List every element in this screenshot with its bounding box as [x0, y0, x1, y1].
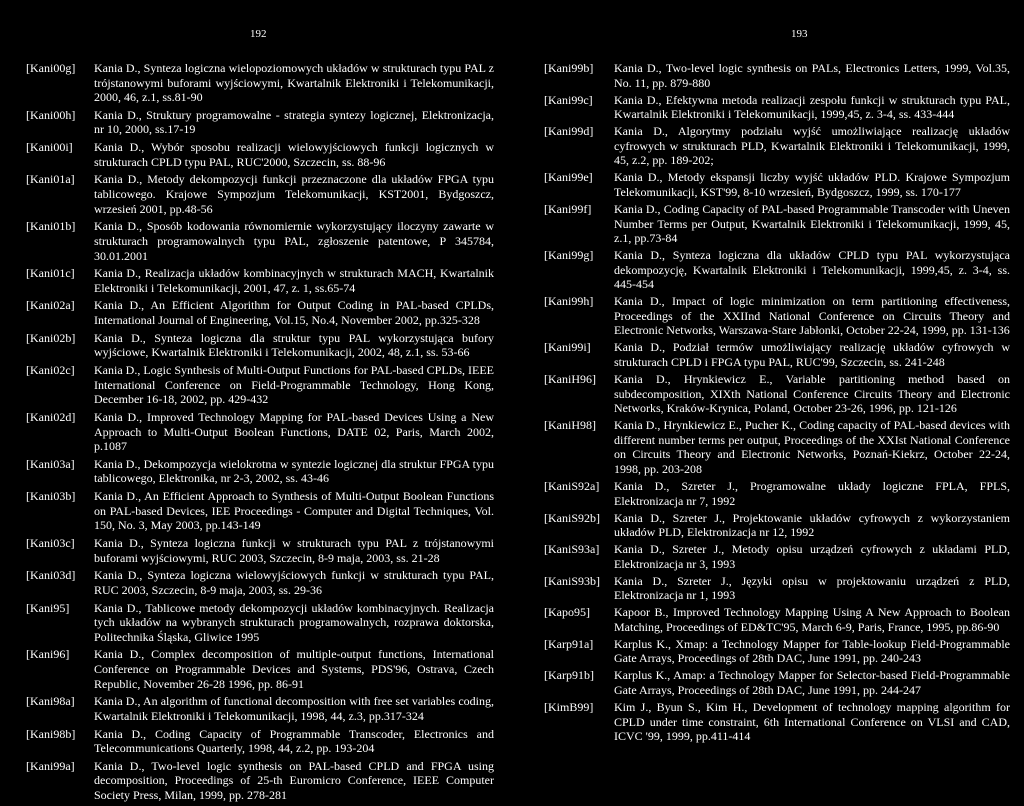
- right-page: [512, 0, 1024, 776]
- reference-key: [Kani03c]: [26, 535, 75, 550]
- reference-text: Kania D., Dekompozycja wielokrotna w syntezie logicznej dla struktur FPGA typu tablicowego, Elektronika, nr 2-3, 2002, ss. 43-46: [94, 456, 494, 486]
- reference-entry: [544, 170, 1010, 199]
- reference-key: [Kani02b]: [26, 330, 76, 345]
- reference-key: [KaniH98]: [544, 418, 596, 433]
- reference-entry: [26, 759, 494, 803]
- reference-text: Kania D., Metody dekompozycji funkcji przeznaczone dla układów FPGA typu tablicowego. Krajowe Sympozjum Telekomunikacji, KST2001, Bydgoszcz, wrzesień 2001, pp.48-56: [94, 172, 494, 216]
- reference-key: [Kani99d]: [544, 124, 594, 139]
- reference-entry: [26, 298, 494, 327]
- reference-text: Kania D., Impact of logic minimization on term partitioning effectiveness, Proceedings of the XXIInd National Conference on Circuits Theory and Electronic Networks, Warszawa-Stare Jabłonki, October 22-24, 1999, pp. 131-136: [614, 294, 1010, 338]
- reference-text: Kania D., Coding Capacity of PAL-based Programmable Transcoder with Uneven Number Terms per Output, Kwartalnik Elektroniki i Telekomunikacji, 1999, 45, z.1, pp.73-84: [614, 201, 1010, 246]
- reference-key: [Kani99i]: [544, 340, 591, 355]
- reference-entry: [544, 93, 1010, 122]
- reference-text: Kania D., An algorithm of functional decomposition with free set variables coding, Kwartalnik Elektroniki i Telekomunikacji, 1998, 44, z.3, pp.317-324: [94, 694, 494, 723]
- reference-entry: [26, 61, 494, 105]
- reference-key: [Kani02c]: [26, 363, 75, 378]
- reference-text: Kania D., Synteza logiczna wielowyjściowych funkcji w strukturach typu PAL, RUC 2003, Szczecin, 8-9 maja, 2003, ss. 29-36: [94, 568, 494, 597]
- reference-key: [Kani01b]: [26, 219, 76, 234]
- reference-text: Kania D., Struktury programowalne - strategia syntezy logicznej, Elektronizacja, nr 10, 2000, ss.17-19: [94, 107, 494, 137]
- reference-entry: [26, 331, 494, 360]
- reference-text: Kania D., Logic Synthesis of Multi-Output Functions for PAL-based CPLDs, IEEE International Conference on Field-Programmable Technology, Hong Kong, December 16-18, 2002, pp. 429-432: [94, 363, 494, 407]
- reference-entry: [544, 542, 1010, 571]
- reference-key: [KaniS92a]: [544, 478, 600, 493]
- reference-text: Kania D., An Efficient Approach to Synthesis of Multi-Output Boolean Functions on PAL-based Devices, IEE Proceedings - Computer and Digital Techniques, Vol. 150, No. 3, May 2003, pp.143-149: [94, 489, 494, 533]
- reference-key: [Kani01a]: [26, 172, 75, 187]
- reference-entry: [26, 694, 494, 723]
- reference-text: Kania D., Tablicowe metody dekompozycji układów kombinacyjnych. Realizacja tych układów na wybranych strukturach programowalnych, rozprawa doktorska, Politechnika Śląska, Gliwice 1995: [94, 600, 494, 644]
- reference-entry: [26, 647, 494, 691]
- reference-text: Kania D., An Efficient Algorithm for Output Coding in PAL-based CPLDs, International Journal of Engineering, Vol.15, No.4, November 2002, pp.325-328: [94, 298, 494, 328]
- reference-entry: [544, 294, 1010, 338]
- reference-text: Kania D., Algorytmy podziału wyjść umożliwiające realizację układów cyfrowych w strukturach PLD, Kwartalnik Elektroniki i Telekomunikacji, 1999, 45, z.2, pp. 189-202;: [614, 124, 1010, 168]
- reference-key: [Kani00i]: [26, 140, 73, 155]
- reference-text: Kania D., Efektywna metoda realizacji zespołu funkcji w strukturach typu PAL, Kwartalnik Elektroniki i Telekomunikacji, 1999,45, z. 3-4, ss. 433-444: [614, 92, 1010, 122]
- reference-text: Kania D., Synteza logiczna dla układów CPLD typu PAL wykorzystująca dekompozycję, Kwartalnik Elektroniki i Telekomunikacji, 1999,45, z. 3-4, ss. 445-454: [614, 248, 1010, 292]
- reference-entry: [544, 340, 1010, 369]
- reference-key: [KaniH96]: [544, 372, 596, 386]
- reference-text: Kania D., Podział termów umożliwiający realizację układów cyfrowych w strukturach CPLD i FPGA typu PAL, RUC'99, Szczecin, ss. 241-248: [614, 340, 1010, 370]
- reference-key: [Kani99h]: [544, 294, 594, 309]
- reference-text: Kania D., Synteza logiczna dla struktur typu PAL wykorzystująca bufory wyjściowe, Kwartalnik Elektroniki i Telekomunikacji, 2002, 48, z.1, ss. 53-66: [94, 330, 494, 360]
- reference-key: [KaniS93b]: [544, 573, 600, 588]
- reference-text: Kania D., Szreter J., Metody opisu urządzeń cyfrowych z układami PLD, Elektronizacja nr 3, 1993: [614, 542, 1010, 571]
- reference-key: [Kani99g]: [544, 248, 594, 263]
- reference-text: Kania D., Hrynkiewicz E., Variable partitioning method based on subdecomposition, XIXth National Conference Circuits Theory and Electronic Networks, Kraków-Krynica, Poland, October 23-26, 1996, pp. 121-126: [614, 372, 1010, 416]
- reference-entry: [26, 457, 494, 486]
- reference-text: Kania D., Synteza logiczna funkcji w strukturach typu PAL z trójstanowymi buforami wyjściowymi, RUC 2003, Szczecin, 8-9 maja, 2003, ss. 21-28: [94, 535, 494, 565]
- reference-entry: [26, 108, 494, 137]
- reference-entry: [544, 479, 1010, 508]
- reference-entry: [544, 511, 1010, 540]
- reference-key: [Kani03a]: [26, 456, 75, 471]
- reference-key: [Kani98b]: [26, 726, 76, 741]
- reference-key: [KaniS93a]: [544, 542, 600, 557]
- reference-entry: [544, 248, 1010, 292]
- reference-text: Kania D., Improved Technology Mapping for PAL-based Devices Using a New Approach to Multi-Output Boolean Functions, DATE 02, Paris, March 2002, p.1087: [94, 409, 494, 454]
- reference-key: [Kani99e]: [544, 170, 593, 185]
- reference-entry: [544, 124, 1010, 168]
- page-number-right: 193: [791, 28, 808, 40]
- reference-text: Kania D., Complex decomposition of multiple-output functions, International Conference on Programmable Devices and Systems, PDS'96, Ostrava, Czech Republic, November 26-28 1996, pp. 86-91: [94, 647, 494, 691]
- reference-entry: [544, 700, 1010, 744]
- reference-text: Kania D., Hrynkiewicz E., Pucher K., Coding capacity of PAL-based devices with different number terms per output, Proceedings of the XXIst National Conference on Circuits Theory and Electronic Networks, Poznań-Kiekrz, October 22-24, 1998, pp. 203-208: [614, 418, 1010, 476]
- reference-entry: [26, 410, 494, 454]
- reference-text: Kania D., Szreter J., Programowalne układy logiczne FPLA, FPLS, Elektronizacja nr 7, 1992: [614, 478, 1010, 508]
- reference-entry: [26, 266, 494, 295]
- reference-key: [Kapo95]: [544, 605, 590, 620]
- reference-entry: [544, 574, 1010, 603]
- reference-entry: [26, 172, 494, 216]
- reference-text: Kania D., Realizacja układów kombinacyjnych w strukturach MACH, Kwartalnik Elektroniki i Telekomunikacji, 2001, 47, z. 1, ss.65-74: [94, 266, 494, 295]
- reference-entry: [26, 536, 494, 565]
- reference-key: [Kani03b]: [26, 489, 76, 504]
- left-page: [0, 0, 512, 802]
- reference-entry: [26, 140, 494, 169]
- reference-key: [Kani99b]: [544, 61, 594, 75]
- reference-key: [Karp91b]: [544, 668, 594, 683]
- reference-entry: [26, 489, 494, 533]
- reference-entry: [544, 668, 1010, 697]
- reference-key: [Kani00h]: [26, 107, 76, 122]
- reference-key: [Kani99a]: [26, 758, 75, 773]
- reference-key: [Kani02a]: [26, 298, 75, 313]
- reference-entry: [26, 363, 494, 407]
- reference-entry: [544, 605, 1010, 634]
- reference-text: Kania D., Sposób kodowania równomiernie wykorzystujący iloczyny zawarte w strukturach programowalnych typu PAL, zgłoszenie patentowe, P 345784, 30.01.2001: [94, 219, 494, 263]
- reference-key: [Kani99f]: [544, 201, 592, 216]
- reference-entry: [544, 202, 1010, 246]
- reference-key: [Kani99c]: [544, 92, 593, 107]
- reference-text: Kania D., Szreter J., Projektowanie układów cyfrowych z wykorzystaniem układów PLD, Elektronizacja nr 12, 1992: [614, 510, 1010, 540]
- reference-text: Kania D., Metody ekspansji liczby wyjść układów PLD. Krajowe Sympozjum Telekomunikacji, KST'99, 8-10 wrzesień, Bydgoszcz, 1999, ss. 170-177: [614, 170, 1010, 199]
- reference-text: Kania D., Szreter J., Języki opisu w projektowaniu urządzeń z PLD, Elektronizacja nr 1, 1993: [614, 573, 1010, 603]
- reference-entry: [544, 372, 1010, 416]
- reference-key: [Kani96]: [26, 647, 70, 662]
- reference-key: [KimB99]: [544, 699, 594, 714]
- reference-key: [Kani03d]: [26, 568, 76, 583]
- reference-text: Kim J., Byun S., Kim H., Development of technology mapping algorithm for CPLD under time constraint, 6th International Conference on VLSI and CAD, ICVC '99, 1999, pp.411-414: [614, 699, 1010, 744]
- reference-entry: [26, 219, 494, 263]
- reference-text: Kapoor B., Improved Technology Mapping Using A New Approach to Boolean Matching, Proceedings of ED&TC'95, March 6-9, Paris, France, 1995, pp.86-90: [614, 605, 1010, 634]
- reference-key: [Kani00g]: [26, 61, 76, 75]
- reference-key: [Kani95]: [26, 600, 70, 615]
- reference-entry: [544, 418, 1010, 476]
- reference-key: [Kani02d]: [26, 409, 76, 424]
- reference-key: [KaniS92b]: [544, 510, 600, 525]
- page-number-left: 192: [250, 28, 267, 40]
- reference-text: Kania D., Two-level logic synthesis on PALs, Electronics Letters, 1999, Vol.35, No. 11, pp. 879-880: [614, 61, 1010, 90]
- references-list-left: [26, 61, 494, 806]
- reference-entry: [26, 601, 494, 645]
- reference-key: [Karp91a]: [544, 636, 594, 651]
- references-list-right: [544, 61, 1010, 746]
- reference-key: [Kani01c]: [26, 266, 75, 281]
- reference-entry: [26, 727, 494, 756]
- reference-text: Kania D., Coding Capacity of Programmable Transcoder, Electronics and Telecommunications Quarterly, 1998, 44, z.2, pp. 193-204: [94, 726, 494, 756]
- reference-text: Kania D., Wybór sposobu realizacji wielowyjściowych funkcji logicznych w strukturach CPLD typu PAL, RUC'2000, Szczecin, ss. 88-96: [94, 140, 494, 169]
- reference-entry: [26, 568, 494, 597]
- reference-text: Kania D., Synteza logiczna wielopoziomowych układów w strukturach typu PAL z trójstanowymi buforami wyjściowymi, Kwartalnik Elektroniki i Telekomunikacji, 2000, 46, z.1, ss.81-90: [94, 61, 494, 105]
- reference-entry: [544, 61, 1010, 90]
- reference-key: [Kani98a]: [26, 694, 75, 709]
- reference-text: Karplus K., Amap: a Technology Mapper for Selector-based Field-Programmable Gate Arrays, Proceedings of 28th DAC, June 1991, pp. 244-247: [614, 668, 1010, 697]
- reference-text: Karplus K., Xmap: a Technology Mapper for Table-lookup Field-Programmable Gate Arrays, Proceedings of 28th DAC, June 1991, pp. 240-243: [614, 636, 1010, 666]
- reference-entry: [544, 637, 1010, 666]
- reference-text: Kania D., Two-level logic synthesis on PAL-based CPLD and FPGA using decomposition, Proceedings of 25-th Euromicro Conference, IEEE Computer Society Press, Milan, 1999, pp. 278-281: [94, 758, 494, 802]
